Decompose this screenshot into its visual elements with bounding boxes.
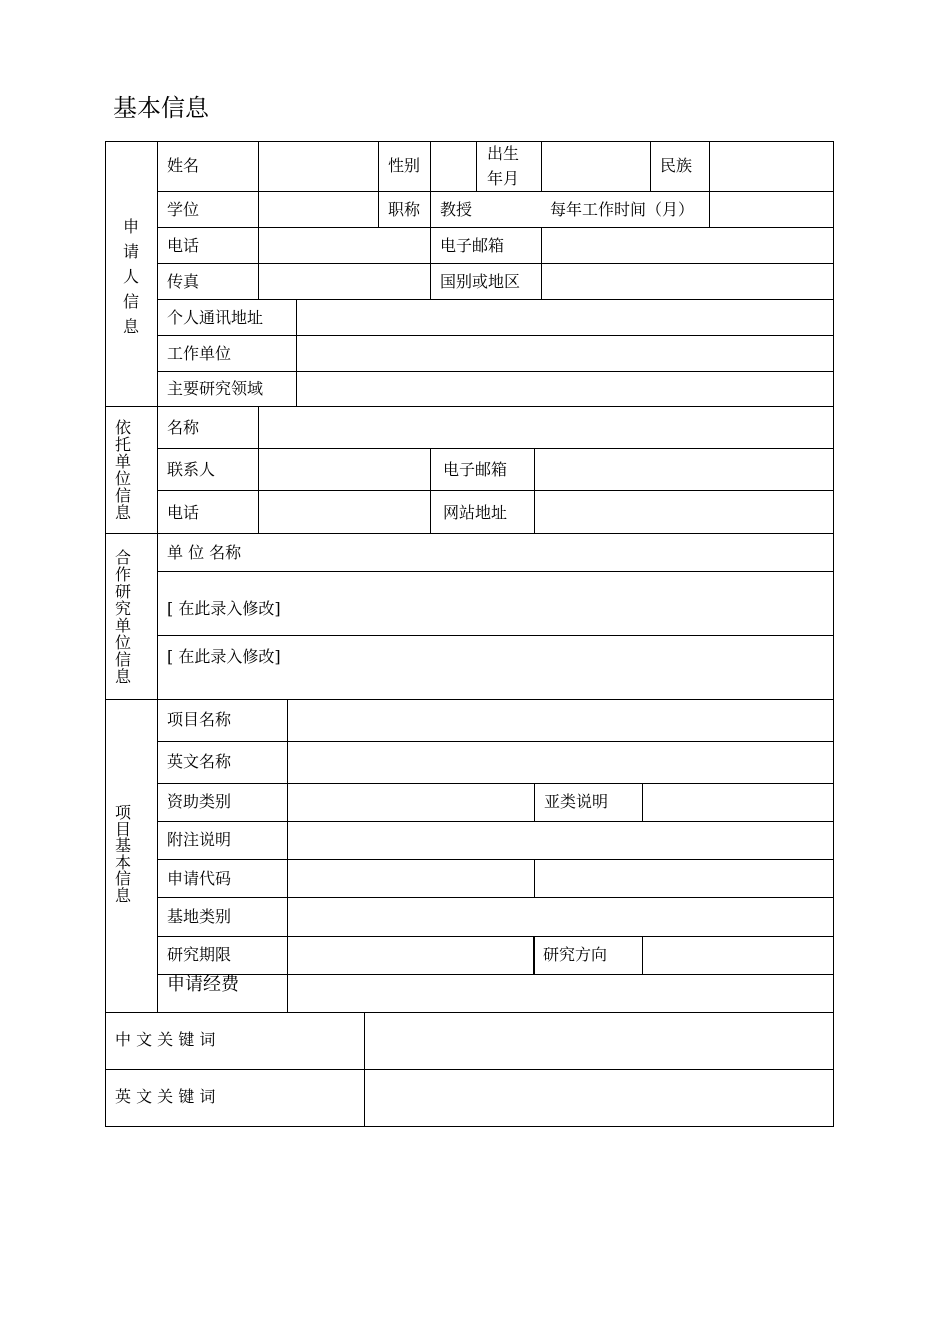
project-period-field[interactable] [288, 937, 532, 973]
project-subtype-field[interactable] [643, 784, 833, 820]
project-name-field[interactable] [288, 700, 833, 740]
host-email-field[interactable] [535, 449, 833, 489]
applicant-ethnicity-label: 民族 [660, 156, 693, 175]
applicant-employer-field[interactable] [297, 336, 833, 370]
project-direction-label: 研究方向 [543, 945, 608, 964]
applicant-address-label: 个人通讯地址 [167, 308, 264, 327]
applicant-country-label: 国别或地区 [440, 272, 521, 291]
applicant-email-field[interactable] [542, 228, 833, 262]
coop-entry-1[interactable]: [ 在此录入修改] [167, 599, 281, 618]
section-coop-unit-label: 合作研究单位信息 [114, 548, 131, 686]
host-phone-label: 电话 [167, 503, 200, 522]
applicant-fax-field[interactable] [259, 264, 429, 298]
project-budget-field[interactable] [288, 975, 833, 1011]
host-phone-field[interactable] [259, 491, 429, 532]
project-funding-type-field[interactable] [288, 784, 533, 820]
applicant-ethnicity-field[interactable] [710, 142, 833, 190]
chinese-keywords-label: 中 文 关 键 词 [115, 1030, 216, 1049]
project-english-name-label: 英文名称 [167, 752, 232, 771]
project-code-field-2[interactable] [535, 860, 833, 896]
project-english-name-field[interactable] [288, 742, 833, 782]
coop-name-header: 单 位 名称 [167, 543, 242, 562]
section-host-unit-label: 依托单位信息 [114, 418, 131, 522]
project-base-type-label: 基地类别 [167, 907, 232, 926]
applicant-research-field-field[interactable] [297, 372, 833, 405]
applicant-title-value[interactable]: 教授 [440, 200, 473, 219]
section-project-label: 项目基本信息 [114, 803, 131, 905]
applicant-work-time-field[interactable] [710, 192, 833, 226]
applicant-country-field[interactable] [542, 264, 833, 298]
host-name-label: 名称 [167, 418, 200, 437]
host-contact-label: 联系人 [167, 460, 216, 479]
project-code-field-1[interactable] [288, 860, 533, 896]
applicant-degree-field[interactable] [259, 192, 377, 226]
applicant-address-field[interactable] [297, 300, 833, 334]
applicant-gender-field[interactable] [431, 142, 475, 190]
coop-entry-2[interactable]: [ 在此录入修改] [167, 647, 281, 666]
applicant-fax-label: 传真 [167, 272, 200, 291]
host-name-field[interactable] [259, 407, 833, 447]
section-applicant-label: 申请人信息 [122, 217, 139, 336]
project-name-label: 项目名称 [167, 710, 232, 729]
applicant-title-label: 职称 [388, 200, 421, 219]
project-code-label: 申请代码 [167, 869, 232, 888]
page-title: 基本信息 [113, 94, 209, 122]
applicant-name-field[interactable] [259, 142, 377, 190]
chinese-keywords-field[interactable] [365, 1013, 833, 1068]
applicant-research-field-label: 主要研究领域 [167, 379, 264, 398]
applicant-birth-label-1: 出生 [487, 144, 520, 163]
applicant-birth-label-2: 年月 [487, 169, 520, 188]
applicant-gender-label: 性别 [388, 156, 421, 175]
host-website-label: 网站地址 [443, 503, 508, 522]
applicant-work-time-label: 每年工作时间（月） [550, 200, 695, 219]
applicant-phone-field[interactable] [259, 228, 429, 262]
english-keywords-label: 英 文 关 键 词 [115, 1087, 216, 1106]
host-website-field[interactable] [535, 491, 833, 532]
applicant-birth-field[interactable] [542, 142, 649, 190]
project-base-type-field[interactable] [288, 898, 833, 935]
applicant-employer-label: 工作单位 [167, 344, 232, 363]
host-email-label: 电子邮箱 [443, 460, 508, 479]
applicant-name-label: 姓名 [167, 156, 200, 175]
project-note-field[interactable] [288, 822, 833, 858]
project-direction-field[interactable] [643, 937, 833, 973]
project-subtype-label: 亚类说明 [544, 792, 609, 811]
applicant-phone-label: 电话 [167, 236, 200, 255]
applicant-degree-label: 学位 [167, 200, 200, 219]
project-period-label: 研究期限 [167, 945, 232, 964]
project-note-label: 附注说明 [167, 830, 232, 849]
english-keywords-field[interactable] [365, 1070, 833, 1125]
host-contact-field[interactable] [259, 449, 429, 489]
project-funding-type-label: 资助类别 [167, 792, 232, 811]
project-budget-label: 申请经费 [167, 974, 239, 995]
applicant-email-label: 电子邮箱 [440, 236, 505, 255]
